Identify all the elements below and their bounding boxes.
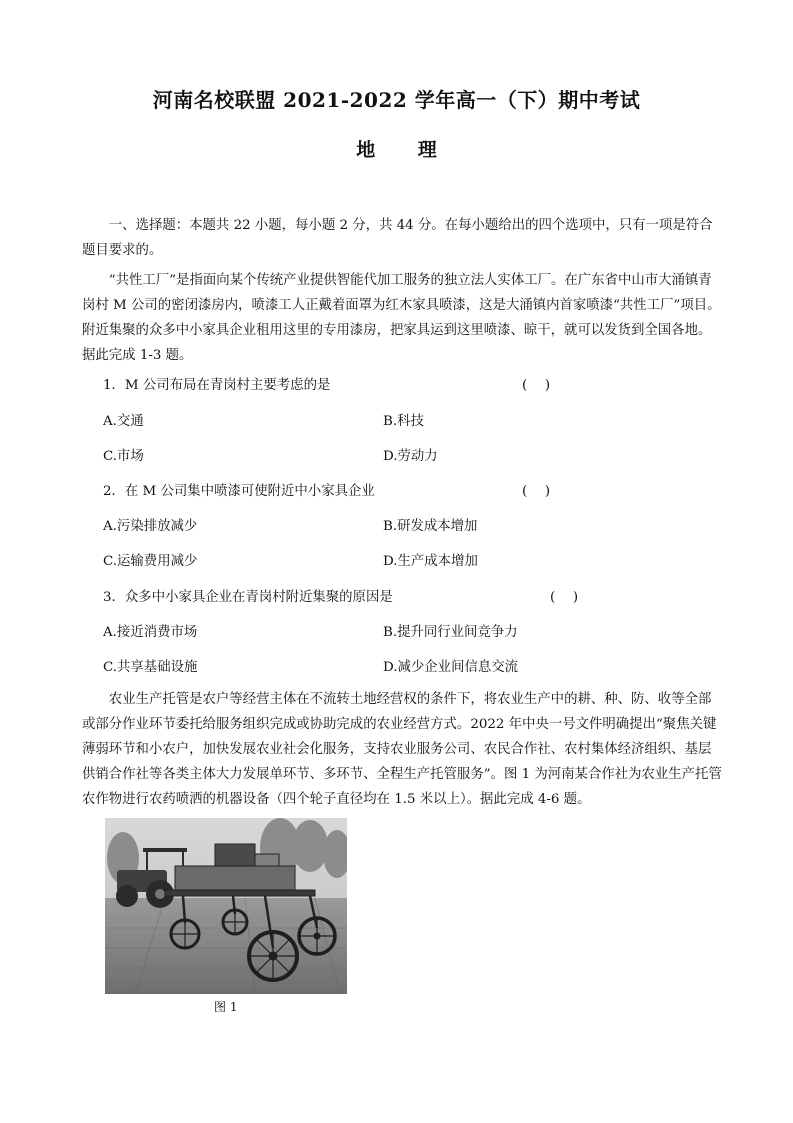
passage-1: “共性工厂”是指面向某个传统产业提供智能代加工服务的独立法人实体工厂。在广东省中山市大涌镇青岗村 M 公司的密闭漆房内，喷漆工人正戴着面罩为红木家具喷漆，这是大涌镇内首家喷漆“共性工厂”项目。附近集聚的众多中小家具企业租用这里的专用漆房，把家具运到这里喷漆、晾干，就可以发货到全国各地。据此完成 1-3 题。 bbox=[82, 273, 721, 363]
question-2-stem: 2．在 M 公司集中喷漆可使附近中小家具企业 bbox=[103, 484, 375, 499]
figure-1-spraying-machine-photo bbox=[105, 818, 347, 994]
question-1-option-c: C.市场 bbox=[103, 449, 144, 464]
question-3-option-b: B.提升同行业间竞争力 bbox=[383, 625, 518, 640]
subject-title: 地 理 bbox=[356, 139, 455, 161]
question-3-option-c: C.共享基础设施 bbox=[103, 660, 198, 675]
question-3-bracket: ( ) bbox=[550, 590, 579, 605]
question-3-option-a: A.接近消费市场 bbox=[103, 625, 198, 640]
question-2-option-c: C.运输费用减少 bbox=[103, 554, 198, 569]
question-2-option-b: B.研发成本增加 bbox=[383, 519, 478, 534]
question-2-bracket: ( ) bbox=[522, 484, 551, 499]
question-3-option-d: D.减少企业间信息交流 bbox=[383, 660, 519, 675]
figure-1-caption: 图 1 bbox=[214, 1000, 238, 1014]
question-1-stem: 1．M 公司布局在青岗村主要考虑的是 bbox=[103, 378, 331, 393]
question-1-option-d: D.劳动力 bbox=[383, 449, 438, 464]
passage-2: 农业生产托管是农户等经营主体在不流转土地经营权的条件下，将农业生产中的耕、种、防、收等全部或部分作业环节委托给服务组织完成或协助完成的农业经营方式。2022 年中央一号文件明确提出“聚焦关键薄弱环节和小农户，加快发展农业社会化服务，支持农业服务公司、农民合作社、农村集体经济组织、基层供销合作社等各类主体大力发展单环节、多环节、全程生产托管服务”。图 1 为河南某合作社为农业生产托管农作物进行农药喷洒的机器设备（四个轮子直径均在 1.5 米以上）。据此完成 4-6 题。 bbox=[82, 692, 722, 807]
section-instructions: 一、选择题：本题共 22 小题，每小题 2 分，共 44 分。在每小题给出的四个选项中，只有一项是符合题目要求的。 bbox=[82, 218, 713, 258]
question-1-bracket: ( ) bbox=[522, 378, 551, 393]
question-1-option-b: B.科技 bbox=[383, 414, 424, 429]
question-3-stem: 3．众多中小家具企业在青岗村附近集聚的原因是 bbox=[103, 590, 393, 605]
question-2-option-a: A.污染排放减少 bbox=[103, 519, 198, 534]
question-2-option-d: D.生产成本增加 bbox=[383, 554, 478, 569]
exam-title: 河南名校联盟 2021-2022 学年高一（下）期中考试 bbox=[152, 88, 641, 112]
question-1-option-a: A.交通 bbox=[103, 414, 144, 429]
